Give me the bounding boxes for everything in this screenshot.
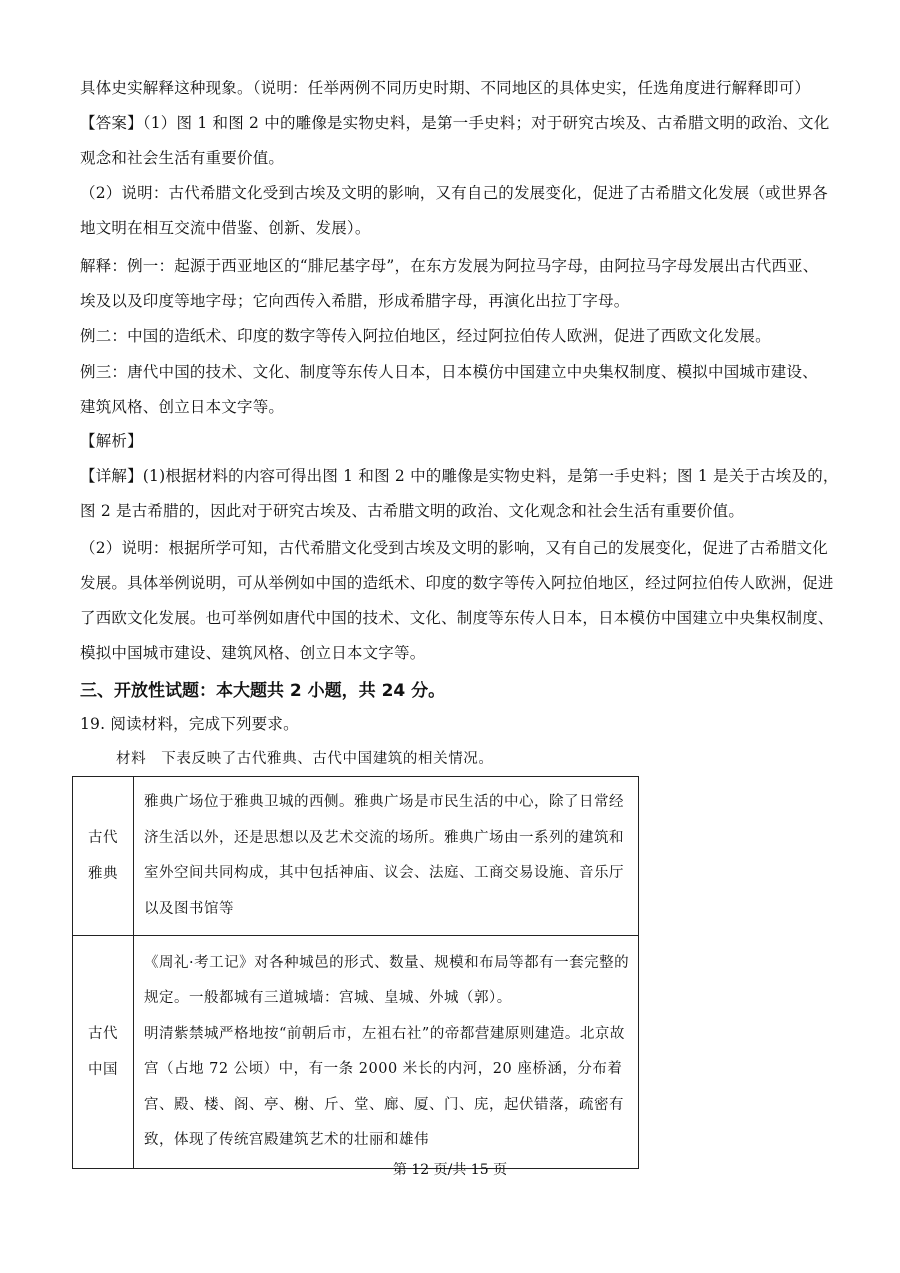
page-number: 第 12 页/共 15 页 (392, 1162, 508, 1178)
text-line: 发展。具体举例说明，可从举例如中国的造纸术、印度的数字等传入阿拉伯地区，经过阿拉伯传人欧洲，促进 (80, 574, 834, 592)
text-line: 例二：中国的造纸术、印度的数字等传入阿拉伯地区，经过阿拉伯传人欧洲，促进了西欧文化发展。 (80, 327, 771, 345)
material-intro: 材料 下表反映了古代雅典、古代中国建筑的相关情况。 (116, 751, 494, 767)
row-content-china (134, 936, 639, 1169)
detail-line: 【详解】(1)根据材料的内容可得出图 1 和图 2 中的雕像是实物史料，是第一手史料；图 1 是关于古埃及的， (80, 467, 839, 485)
answer-line: 【答案】（1）图 1 和图 2 中的雕像是实物史料，是第一手史料；对于研究古埃及、古希腊文明的政治、文化 (80, 114, 830, 132)
text-line: 解释：例一：起源于西亚地区的“腓尼基字母”，在东方发展为阿拉马字母，由阿拉马字母发展出古代西亚、 (80, 257, 819, 275)
row-label-text: 古代雅典 (88, 830, 118, 882)
table-row (73, 777, 639, 936)
text-line: 例三：唐代中国的技术、文化、制度等东传人日本，日本模仿中国建立中央集权制度、模拟中国城市建设、 (80, 363, 818, 381)
row-label-athens (73, 777, 134, 936)
text-line: 埃及以及印度等地字母；它向西传入希腊，形成希腊字母，再演化出拉丁字母。 (80, 292, 630, 310)
row-label-text: 古代中国 (88, 1026, 118, 1078)
text-line: 模拟中国城市建设、建筑风格、创立日本文字等。 (80, 644, 426, 662)
table-row (73, 936, 639, 1169)
paragraph: 《周礼·考工记》对各种城邑的形式、数量、规模和布局等都有一套完整的规定。一般都城有三道城墙：宫城、皇城、外城（郭）。 (144, 954, 630, 1006)
analysis-label: 【解析】 (80, 432, 143, 450)
text-line: （2）说明：古代希腊文化受到古埃及文明的影响，又有自己的发展变化，促进了古希腊文化发展（或世界各 (80, 184, 828, 202)
text-line: 观念和社会生活有重要价值。 (80, 149, 285, 167)
question-19: 19. 阅读材料，完成下列要求。 (80, 715, 299, 733)
paragraph: 明清紫禁城严格地按“前朝后市，左祖右社”的帝都营建原则建造。北京故宫（占地 72 公顷）中，有一条 2000 米长的内河，20 座桥涵，分布着宫、殿、楼、阁、亭、榭、斤、堂、廊、厦、门、庑，起伏错落，疏密有致，体现了传统宫殿建筑艺术的壮丽和雄伟 (144, 1025, 625, 1148)
section-heading: 三、开放性试题：本大题共 2 小题，共 24 分。 (80, 681, 446, 701)
text-line: 了西欧文化发展。也可举例如唐代中国的技术、文化、制度等东传人日本，日本模仿中国建立中央集权制度、 (80, 609, 834, 627)
text-line: 具体史实解释这种现象。（说明：任举两例不同历史时期、不同地区的具体史实，任选角度进行解释即可） (80, 79, 811, 97)
row-content-athens: 雅典广场位于雅典卫城的西侧。雅典广场是市民生活的中心，除了日常经济生活以外，还是思想以及艺术交流的场所。雅典广场由一系列的建筑和室外空间共同构成，其中包括神庙、议会、法庭、工商交易设施、音乐厅以及图书馆等 (134, 777, 639, 936)
text-line: 地文明在相互交流中借鉴、创新、发展）。 (80, 219, 371, 237)
row-label-china (73, 936, 134, 1169)
text-line: 图 2 是古希腊的，因此对于研究古埃及、古希腊文明的政治、文化观念和社会生活有重要价值。 (80, 502, 745, 520)
text-line: 建筑风格、创立日本文字等。 (80, 398, 285, 416)
text-line: （2）说明：根据所学可知，古代希腊文化受到古埃及文明的影响，又有自己的发展变化，促进了古希腊文化 (80, 539, 828, 557)
material-table (72, 776, 639, 1169)
